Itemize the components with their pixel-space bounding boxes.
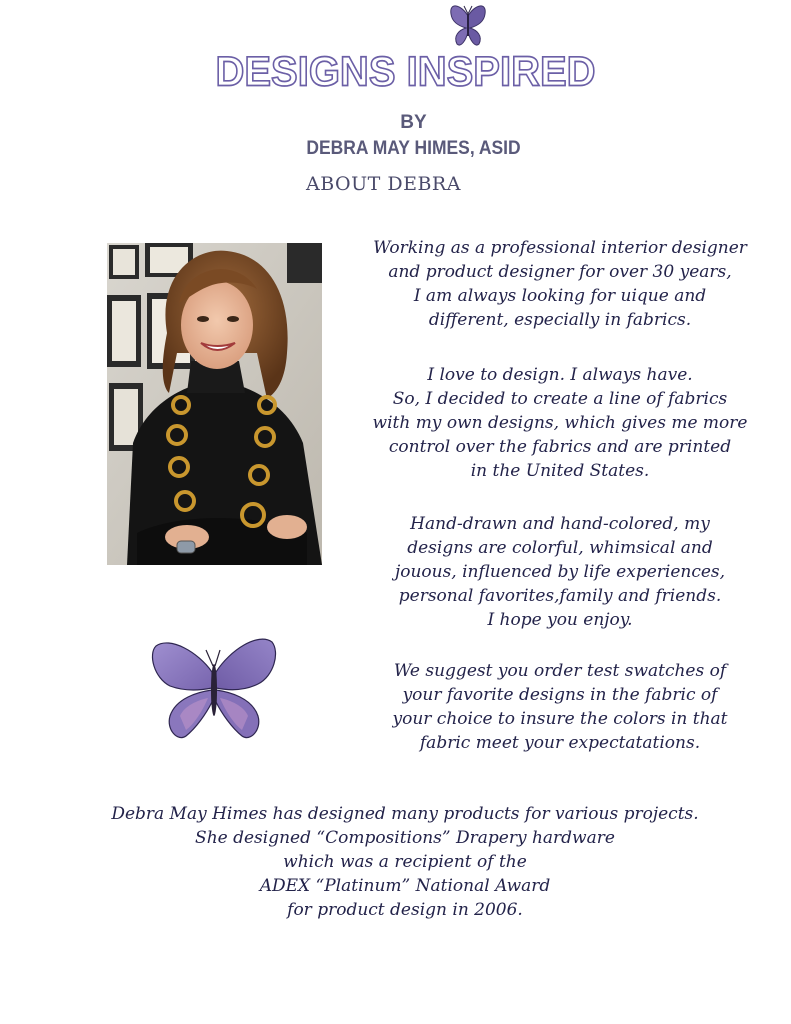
by-line: BY: [400, 112, 427, 133]
text-line: with my own designs, which gives me more: [372, 413, 748, 433]
portrait-photo: [107, 243, 322, 565]
text-line: jouous, influenced by life experiences,: [394, 562, 726, 582]
section-heading: ABOUT DEBRA: [306, 173, 461, 195]
text-line: your favorite designs in the fabric of: [402, 685, 718, 705]
text-line: control over the fabrics and are printed: [388, 437, 732, 457]
site-title: DESIGNS INSPIRED: [215, 48, 596, 96]
swatch-paragraph: [355, 659, 765, 755]
text-line: Working as a professional interior designer: [373, 238, 747, 258]
text-line: ADEX “Platinum” National Award: [259, 876, 551, 896]
butterfly-illustration-icon: [150, 632, 278, 746]
text-line: Debra May Himes has designed many products for various projects.: [111, 804, 699, 824]
text-line: different, especially in fabrics.: [428, 310, 692, 330]
butterfly-logo-icon: [447, 2, 489, 48]
text-line: I hope you enjoy.: [487, 610, 633, 630]
text-line: fabric meet your expectatations.: [419, 733, 701, 753]
intro-paragraph: [355, 236, 765, 332]
text-line: for product design in 2006.: [287, 900, 523, 920]
style-paragraph: [355, 512, 765, 632]
author-name: DEBRA MAY HIMES, ASID: [306, 138, 521, 159]
text-line: Hand-drawn and hand-colored, my: [410, 514, 710, 534]
text-line: We suggest you order test swatches of: [393, 661, 727, 681]
text-line: your choice to insure the colors in that: [392, 709, 728, 729]
design-paragraph: [355, 363, 765, 483]
text-line: and product designer for over 30 years,: [388, 262, 732, 282]
text-line: I love to design. I always have.: [427, 365, 693, 385]
text-line: in the United States.: [470, 461, 650, 481]
text-line: So, I decided to create a line of fabrics: [392, 389, 728, 409]
text-line: personal favorites,family and friends.: [398, 586, 722, 606]
text-line: She designed “Compositions” Drapery hardware: [195, 828, 615, 848]
text-line: I am always looking for uique and: [413, 286, 707, 306]
text-line: which was a recipient of the: [283, 852, 527, 872]
text-line: designs are colorful, whimsical and: [407, 538, 713, 558]
award-paragraph: [60, 802, 750, 922]
